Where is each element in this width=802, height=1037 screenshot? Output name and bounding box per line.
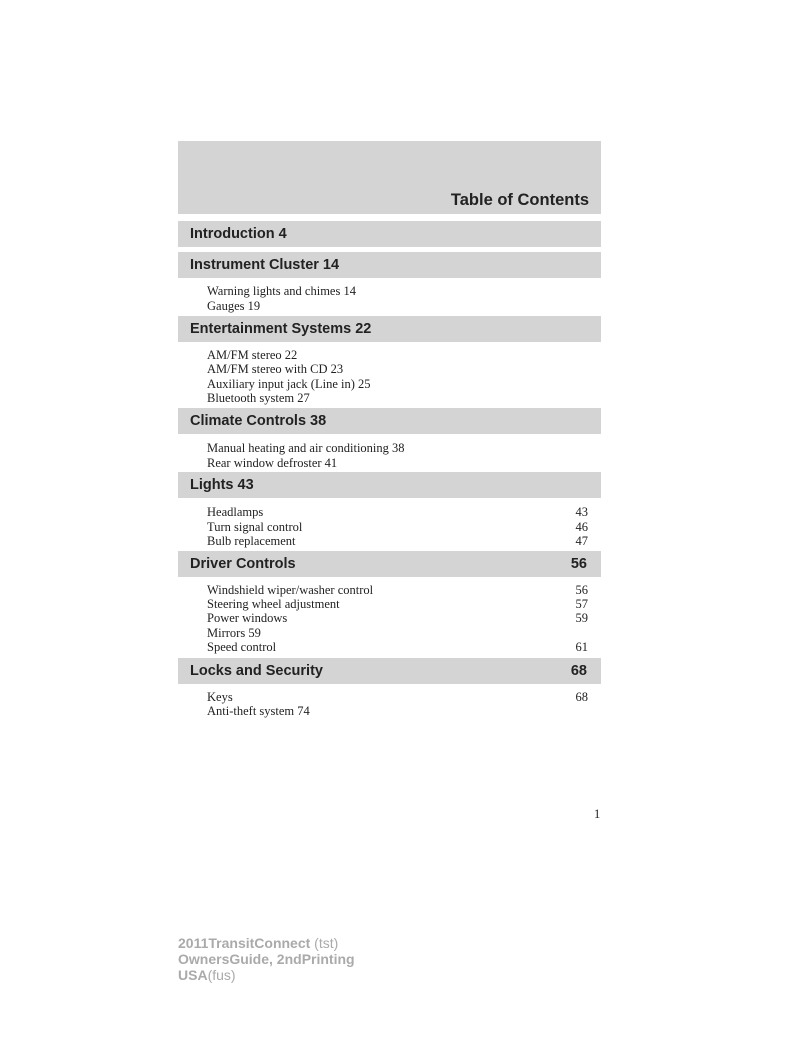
- section-locks-and-security[interactable]: [178, 658, 601, 684]
- toc-entry[interactable]: AM/FM stereo 22: [207, 348, 298, 362]
- toc-entry[interactable]: Bluetooth system 27: [207, 391, 310, 405]
- section-instrument-cluster[interactable]: [178, 252, 601, 278]
- toc-entry[interactable]: [207, 534, 588, 549]
- toc-entry[interactable]: Manual heating and air conditioning 38: [207, 441, 405, 455]
- entry-label: Bulb replacement: [207, 534, 296, 548]
- entry-page: 46: [575, 520, 588, 534]
- toc-entry[interactable]: Auxiliary input jack (Line in) 25: [207, 377, 371, 391]
- toc-entry[interactable]: Gauges 19: [207, 299, 261, 313]
- entry-label: Mirrors 59: [207, 626, 261, 640]
- section-title: Entertainment Systems 22: [190, 321, 372, 337]
- toc-entry[interactable]: [207, 611, 588, 626]
- entry-page: 43: [575, 505, 588, 519]
- entry-page: 57: [575, 597, 588, 611]
- page-number: 1: [594, 807, 601, 821]
- footer-market-code: (fus): [207, 967, 236, 983]
- section-driver-controls[interactable]: [178, 551, 601, 577]
- entry-page: 61: [575, 640, 588, 654]
- entry-label: Steering wheel adjustment: [207, 597, 340, 611]
- footer-line-1: [178, 935, 338, 951]
- toc-entry[interactable]: [207, 520, 588, 535]
- section-entertainment-systems[interactable]: [178, 316, 601, 342]
- toc-entry[interactable]: Rear window defroster 41: [207, 456, 338, 470]
- entry-label: Power windows: [207, 611, 288, 625]
- footer-line-3: [178, 967, 236, 983]
- entry-page: 68: [575, 690, 588, 704]
- entry-label: Keys: [207, 690, 233, 704]
- section-title: Climate Controls 38: [190, 413, 327, 429]
- toc-header-band: [178, 141, 601, 214]
- toc-entry[interactable]: [207, 597, 588, 612]
- toc-entry[interactable]: Warning lights and chimes 14: [207, 284, 356, 298]
- entry-label: Anti-theft system 74: [207, 704, 310, 718]
- footer-market: USA: [178, 967, 208, 983]
- section-introduction[interactable]: [178, 221, 601, 247]
- toc-entry[interactable]: [207, 640, 588, 655]
- entry-label: Windshield wiper/washer control: [207, 583, 374, 597]
- section-page: 56: [570, 556, 587, 572]
- entry-label: Headlamps: [207, 505, 264, 519]
- footer-model-code: (tst): [310, 935, 339, 951]
- section-title: Driver Controls: [190, 556, 296, 572]
- toc-entry[interactable]: [207, 505, 588, 520]
- toc-entry[interactable]: [207, 690, 588, 705]
- footer-printing: OwnersGuide, 2ndPrinting: [178, 951, 355, 967]
- section-climate-controls[interactable]: [178, 408, 601, 434]
- section-title: Locks and Security: [190, 663, 323, 679]
- entry-page: 47: [575, 534, 588, 548]
- section-title: Instrument Cluster 14: [190, 257, 340, 273]
- toc-entry[interactable]: [207, 626, 588, 641]
- entry-label: Speed control: [207, 640, 277, 654]
- section-lights[interactable]: [178, 472, 601, 498]
- footer-line-2: [178, 951, 355, 967]
- toc-entry[interactable]: [207, 704, 588, 719]
- section-title: Lights 43: [190, 477, 254, 493]
- page-title: Table of Contents: [450, 191, 589, 209]
- footer-model: 2011TransitConnect: [178, 935, 311, 951]
- entry-page: 56: [575, 583, 588, 597]
- toc-entry[interactable]: AM/FM stereo with CD 23: [207, 362, 344, 376]
- section-page: 68: [570, 663, 587, 679]
- toc-entry[interactable]: [207, 583, 588, 598]
- entry-page: 59: [575, 611, 588, 625]
- entry-label: Turn signal control: [207, 520, 303, 534]
- section-title: Introduction 4: [190, 226, 287, 242]
